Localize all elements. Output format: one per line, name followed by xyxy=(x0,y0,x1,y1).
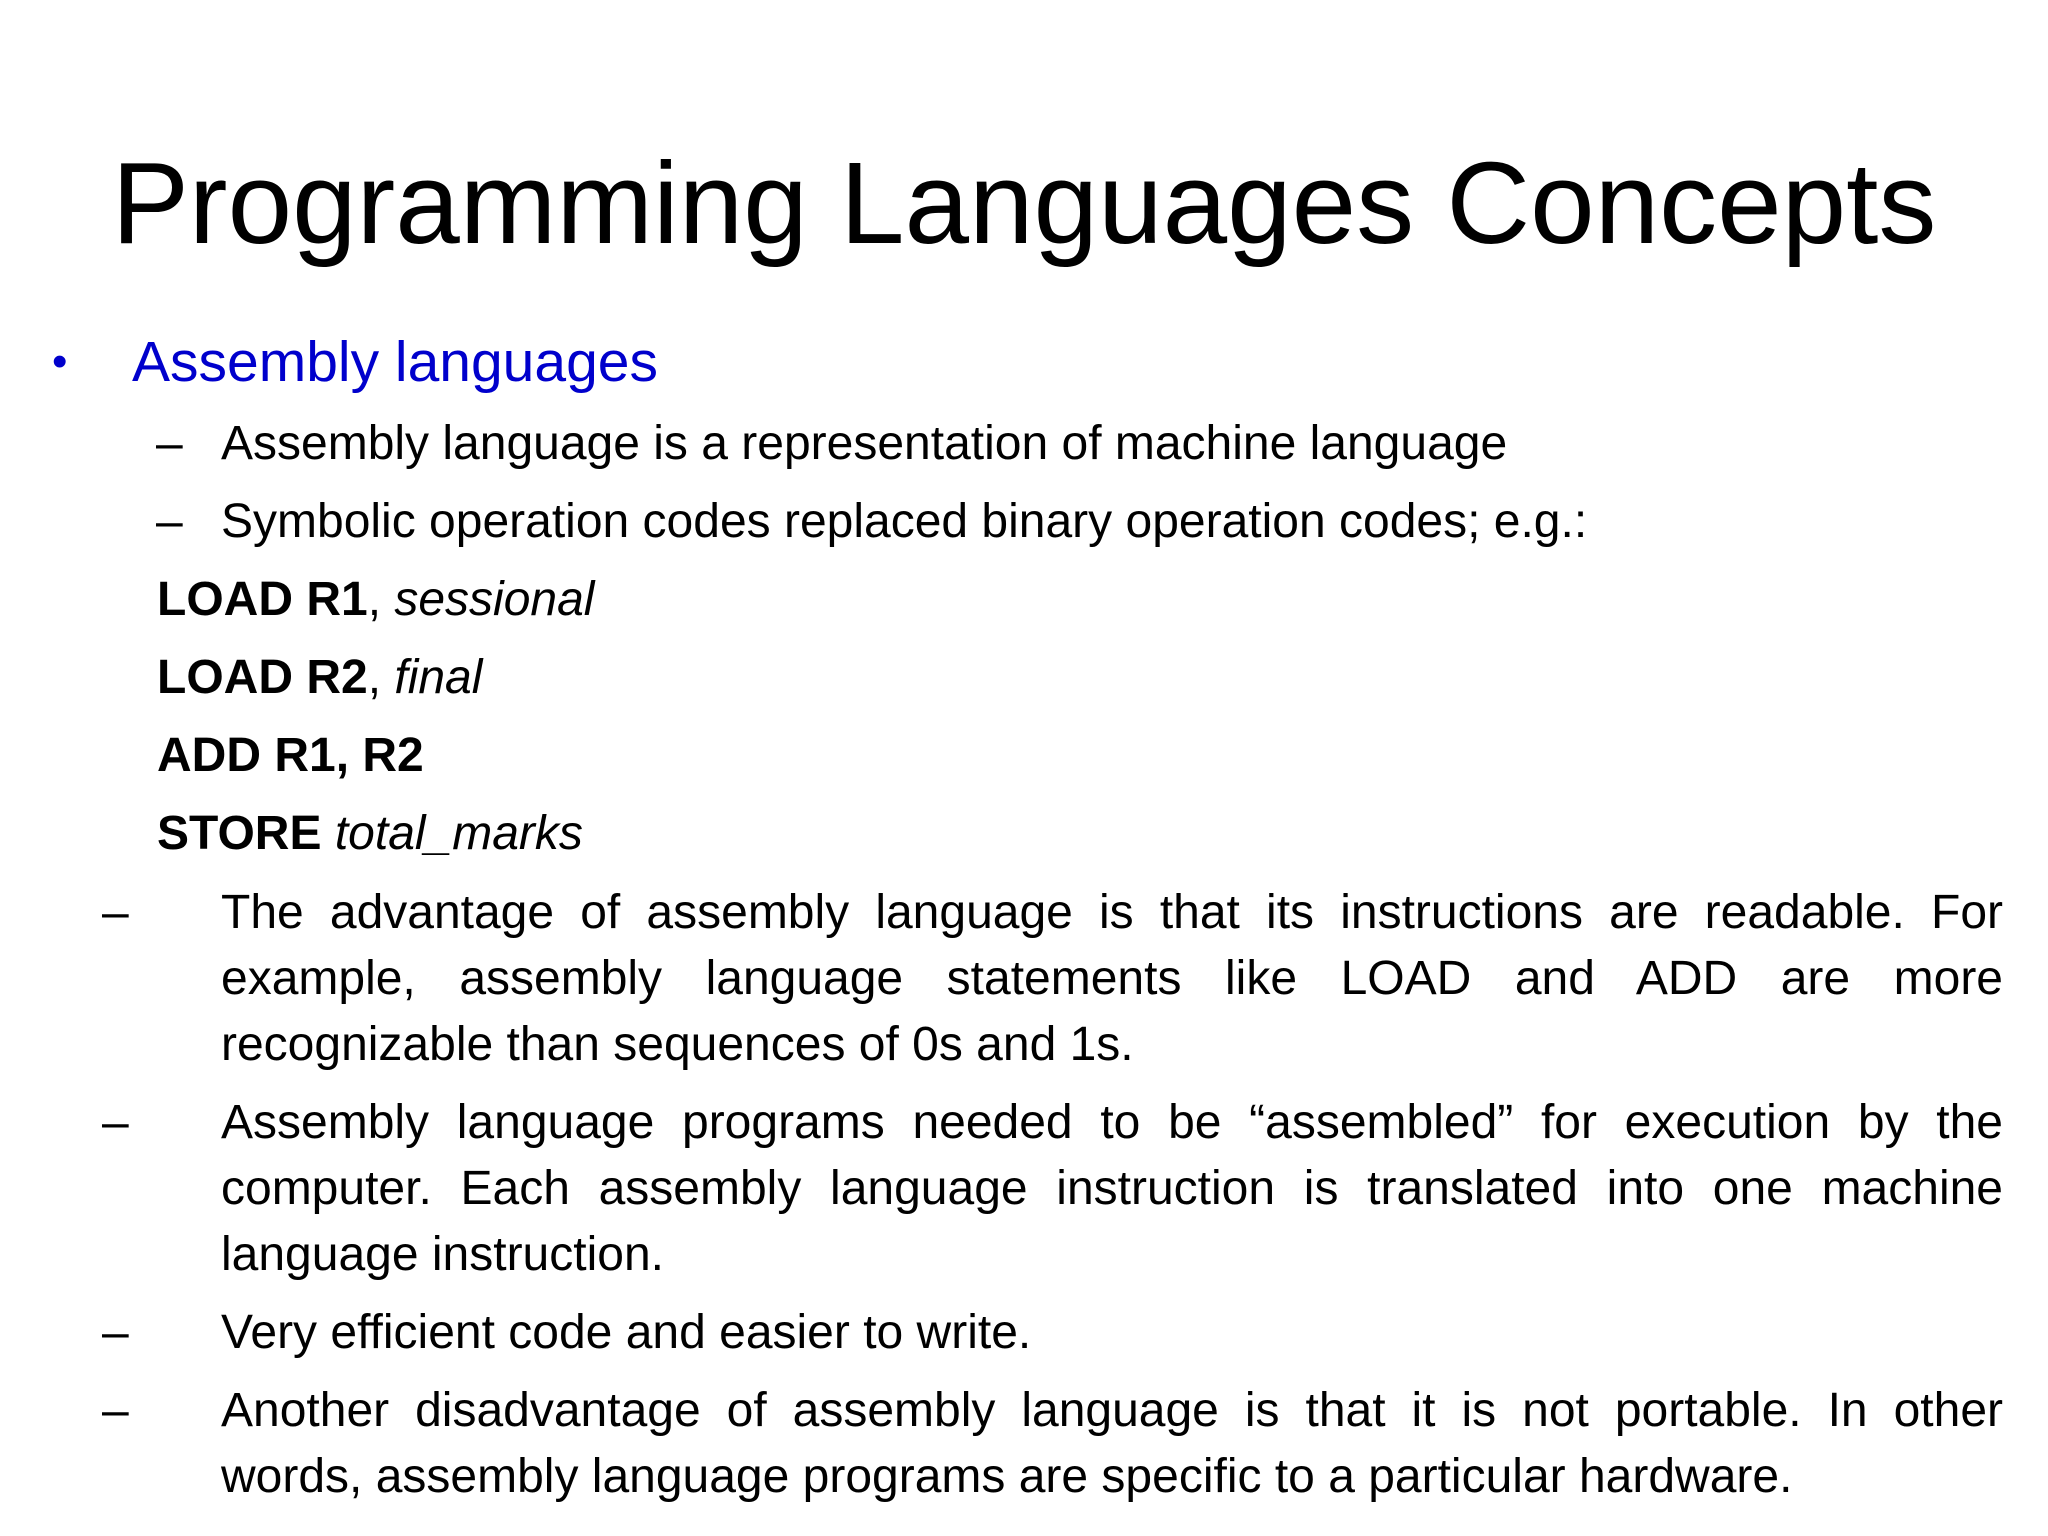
code-opcode: STORE xyxy=(157,807,322,860)
code-separator: , xyxy=(367,573,395,626)
code-operand: sessional xyxy=(394,573,595,626)
code-separator: , xyxy=(367,651,395,704)
dash-marker: – xyxy=(102,1384,129,1437)
paragraph-text: Very efficient code and easier to write. xyxy=(221,1306,1032,1359)
dash-marker: – xyxy=(102,1096,129,1149)
paragraph-text: Assembly language programs needed to be “assembled” for execution by the computer. Each assembly language instruction is translated into one machine language instruction. xyxy=(221,1096,2003,1281)
dash-marker: – xyxy=(102,886,129,939)
code-operand: total_marks xyxy=(334,807,583,860)
code-line-add xyxy=(157,724,424,788)
slide-title: Programming Languages Concepts xyxy=(111,138,1937,268)
paragraph-text: The advantage of assembly language is that its instructions are readable. For example, assembly language statements like LOAD and ADD are more recognizable than sequences of 0s and 1s. xyxy=(221,886,2003,1071)
bullet-label: Assembly languages xyxy=(132,330,658,394)
code-opcode: ADD R1, R2 xyxy=(157,729,424,782)
code-line-store xyxy=(157,802,583,866)
subpoint-text: Symbolic operation codes replaced binary operation codes; e.g.: xyxy=(221,495,1588,548)
bullet-marker: • xyxy=(52,337,68,386)
code-operand: final xyxy=(394,651,483,704)
code-line-load-r1 xyxy=(157,568,594,632)
dash-marker: – xyxy=(156,495,183,548)
dash-marker: – xyxy=(156,417,183,470)
code-separator xyxy=(321,807,334,860)
paragraph-text: Another disadvantage of assembly language is that it is not portable. In other words, assembly language programs are specific to a particular hardware. xyxy=(221,1384,2003,1503)
code-opcode: LOAD R1 xyxy=(157,573,368,626)
dash-marker: – xyxy=(102,1306,129,1359)
code-opcode: LOAD R2 xyxy=(157,651,368,704)
subpoint-text: Assembly language is a representation of machine language xyxy=(221,417,1508,470)
code-line-load-r2 xyxy=(157,646,482,710)
